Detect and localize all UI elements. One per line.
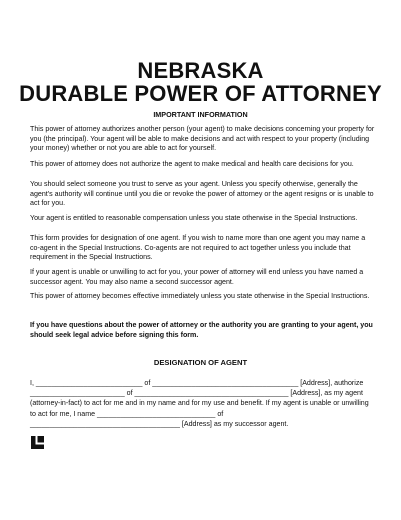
paragraph-effective: This power of attorney becomes effective immediately unless you state otherwise in the Special Instructions. <box>30 292 370 300</box>
document-title: DURABLE POWER OF ATTORNEY <box>19 81 382 106</box>
paragraph-co-agent: This form provides for designation of one agent. If you wish to name more than one agent you may name a co-agent in the Special Instructions. Co-agents are not required to act together unless you include that requirement in the Special Instructions. <box>30 234 366 262</box>
paragraph-no-medical: This power of attorney does not authorize the agent to make medical and health care decisions for you. <box>30 160 354 168</box>
important-information-heading: IMPORTANT INFORMATION <box>153 110 248 119</box>
paragraph-select-agent: You should select someone you trust to serve as your agent. Unless you specify otherwise, generally the agent's authority will continue until you die or revoke the power of attorney or the agent resigns or is unable to act for you. <box>30 180 374 208</box>
designation-paragraph: I, ___________________________ of _____________________________________ [Address], authorize ________________________ of _______________________________________ [Address], as my agent (attorney-in-fact) to act for me and in my name and for my use and benefit. If my agent is unable or unwilling to act for me, I name ______________________________ of ______________________________________ [Address] as my successor agent. <box>30 379 369 428</box>
paragraph-authorization: This power of attorney authorizes another person (your agent) to make decisions concerning your property for you (the principal). Your agent will be able to make decisions and act with respect to your property (including your money) whether or not you are able to act for yourself. <box>30 125 375 153</box>
designation-of-agent-heading: DESIGNATION OF AGENT <box>153 358 248 367</box>
legal-advice-warning: If you have questions about the power of attorney or the authority you are granting to your agent, you should seek legal advice before signing this form. <box>30 321 373 339</box>
paragraph-successor: If your agent is unable or unwilling to act for you, your power of attorney will end unless you have named a successor agent. You may also name a second successor agent. <box>30 268 364 286</box>
legal-templates-logo-icon <box>31 436 44 449</box>
state-title: NEBRASKA <box>137 58 264 83</box>
paragraph-compensation: Your agent is entitled to reasonable compensation unless you state otherwise in the Special Instructions. <box>30 214 358 222</box>
